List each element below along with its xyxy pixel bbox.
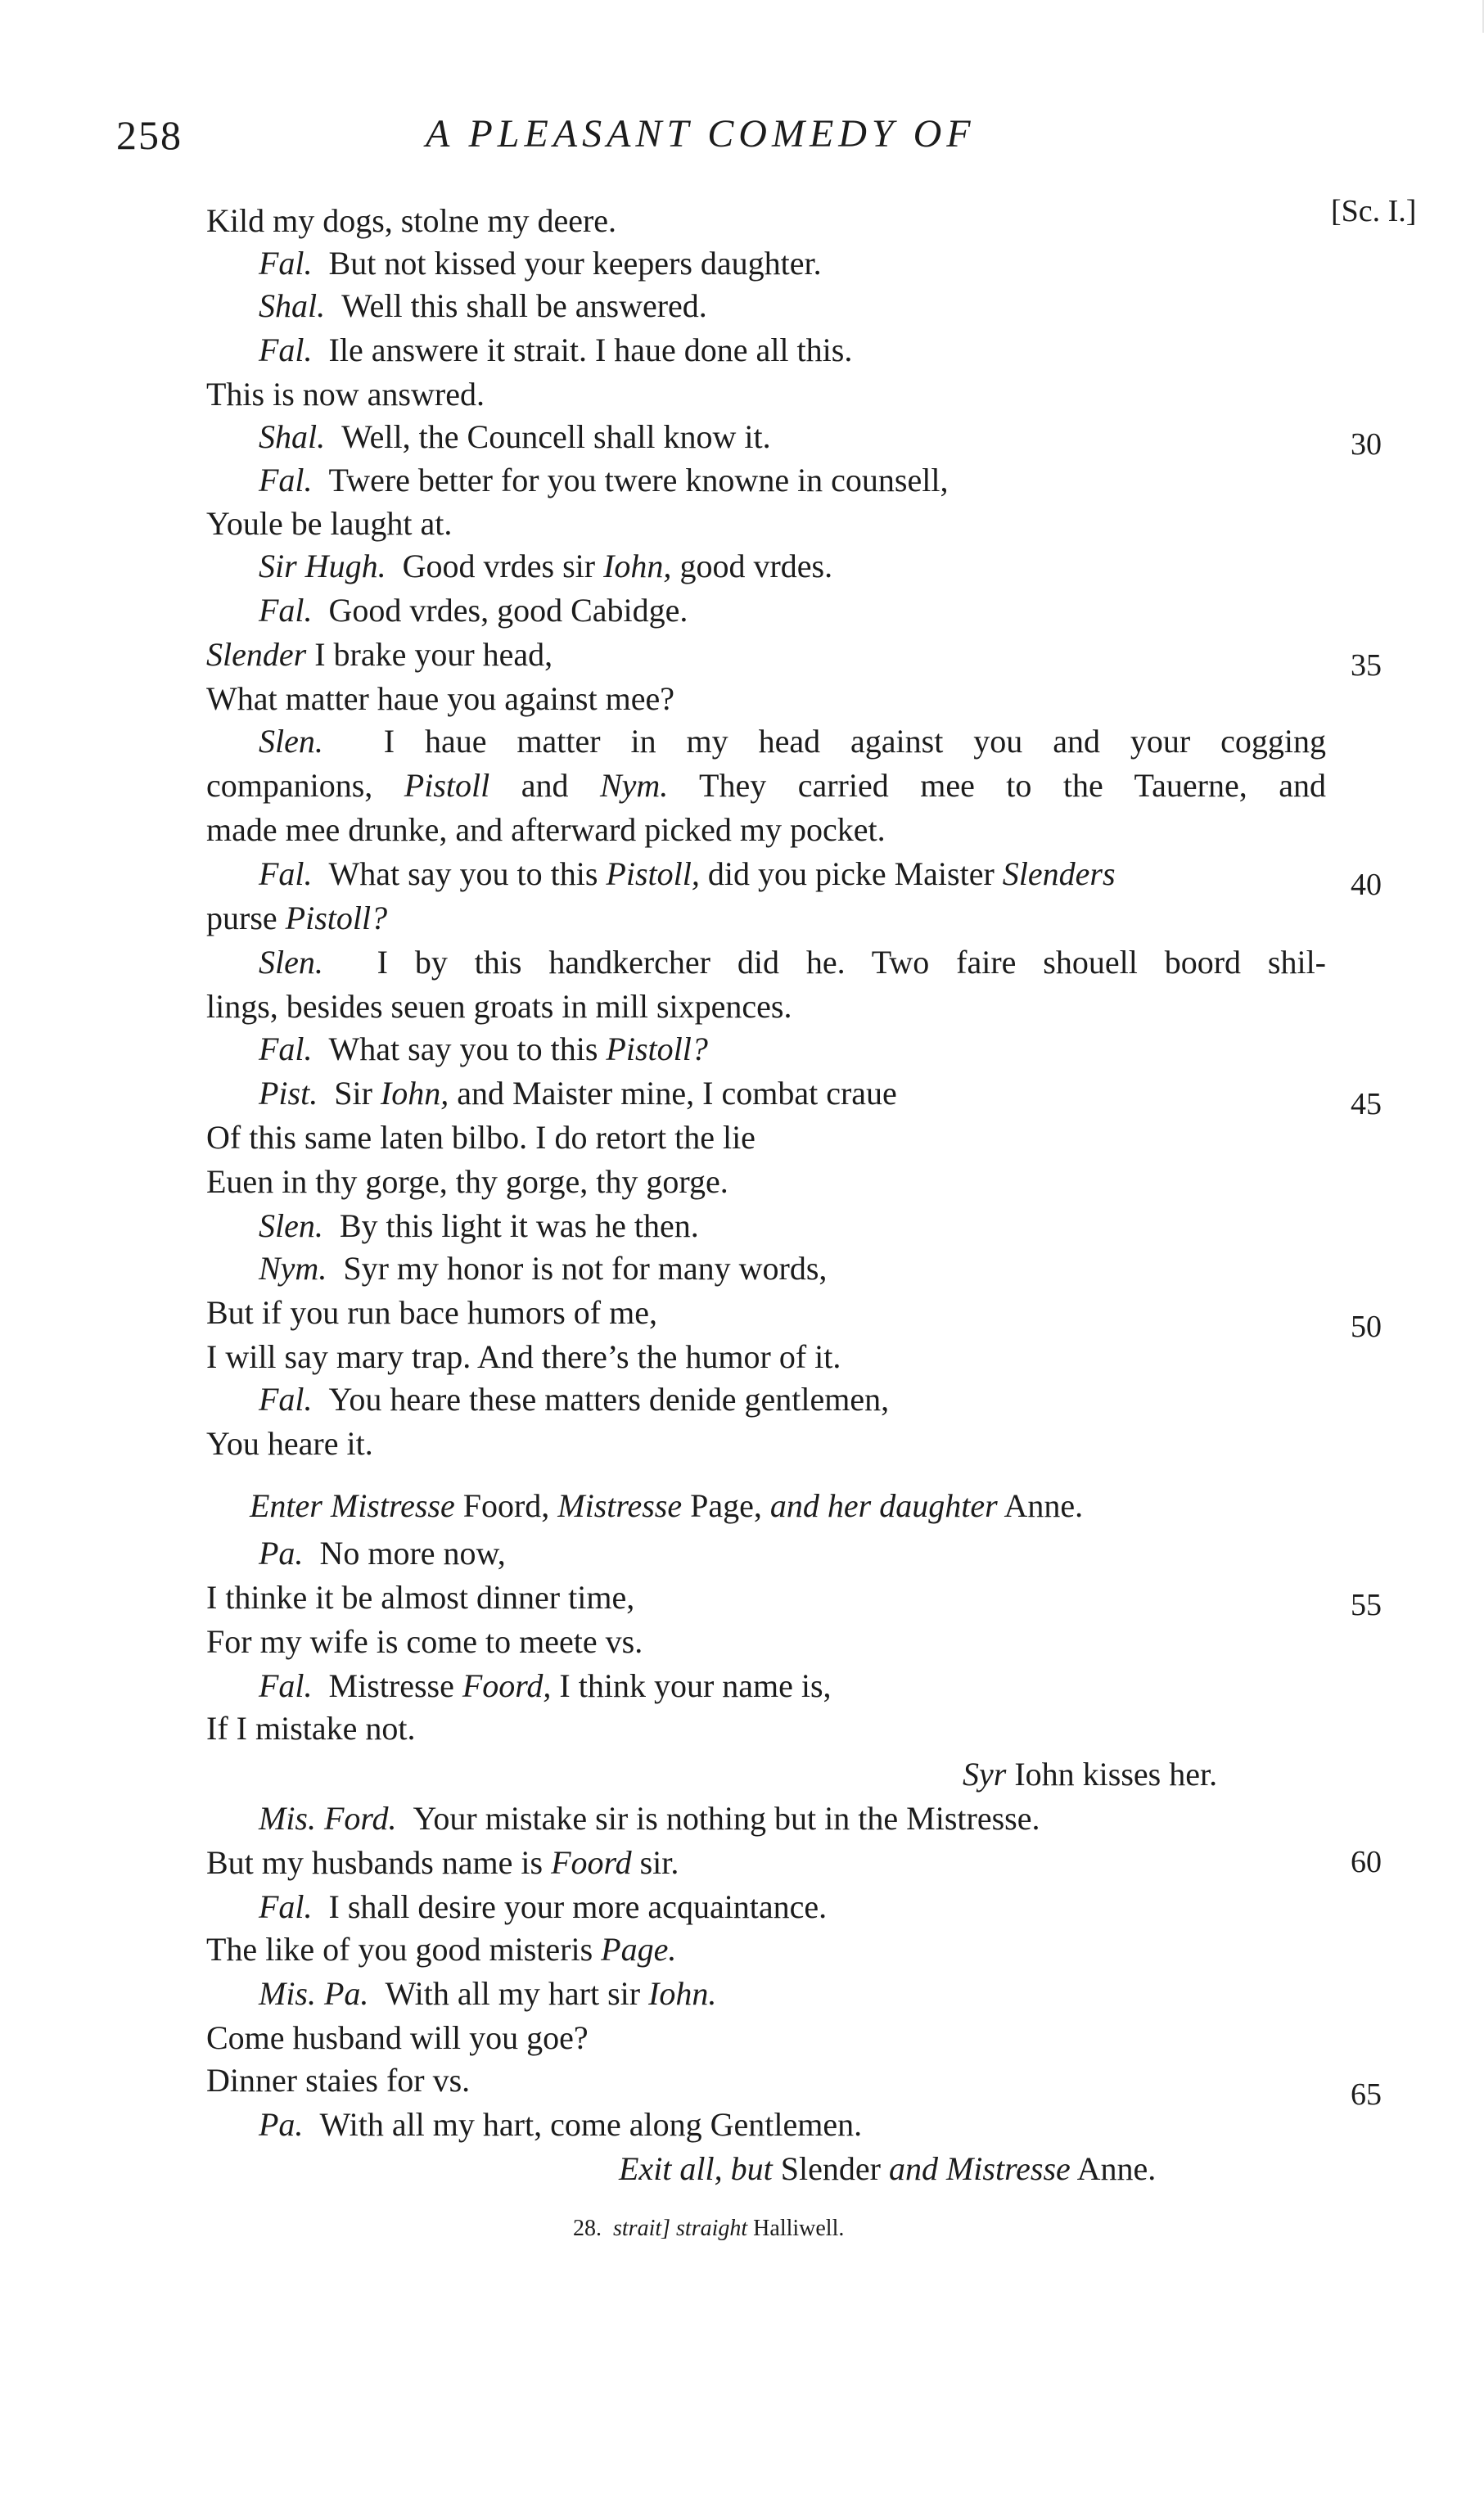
line-text: I think your name is,: [551, 1667, 832, 1704]
text-line: [206, 1338, 841, 1375]
name: Foord,: [462, 1667, 552, 1704]
text-line: [259, 287, 707, 324]
line-number: 50: [1351, 1310, 1382, 1344]
line-number: 60: [1351, 1845, 1382, 1879]
line-text: For my wife is come to meete vs.: [206, 1623, 643, 1660]
line-text: sir.: [631, 1844, 679, 1881]
name: Foord,: [454, 1487, 558, 1524]
line-text: You heare these matters denide gentlemen,: [328, 1381, 890, 1418]
name: Page.: [601, 1931, 677, 1968]
text-line: [206, 202, 617, 239]
speaker: Fal.: [259, 331, 313, 368]
text-line: [259, 1077, 897, 1110]
speaker: Slender: [206, 636, 307, 673]
line-text: This is now answred.: [206, 376, 485, 413]
text-line: [206, 811, 886, 848]
speaker: Fal.: [259, 1031, 313, 1067]
speaker: Slen.: [259, 723, 323, 760]
speaker: Pa.: [259, 2106, 304, 2143]
line-text: The like of you good misteris: [206, 1931, 602, 1968]
text-line: [206, 1427, 373, 1460]
stage-direction: [619, 2150, 1157, 2187]
text-line: [259, 1975, 717, 2012]
stage-direction-text: Mistresse: [557, 1487, 683, 1524]
footnote-lemma: strait]: [613, 2216, 671, 2241]
line-number: 35: [1351, 648, 1382, 683]
line-number: 45: [1351, 1087, 1382, 1121]
speaker: Mis. Ford.: [259, 1800, 397, 1837]
line-text: Well, the Councell shall know it.: [341, 418, 771, 455]
name: Iohn kisses her.: [1006, 1756, 1218, 1793]
text-line: [259, 855, 1116, 892]
line-text: Good vrdes sir: [402, 548, 604, 584]
text-line: [259, 594, 688, 627]
speaker: Shal.: [259, 418, 326, 455]
footnote-source: Halliwell.: [753, 2216, 845, 2241]
text-line: [206, 638, 553, 671]
speaker: Shal.: [259, 287, 326, 324]
speaker: Fal.: [259, 245, 313, 282]
text-line: [259, 2108, 862, 2141]
line-text: Your mistake sir is nothing but in the Mistresse.: [413, 1800, 1040, 1837]
name: Anne.: [997, 1487, 1084, 1524]
line-text: and: [489, 767, 600, 804]
line-text: Ile answere it strait. I haue done all this.: [328, 331, 853, 368]
text-line: [206, 1623, 643, 1660]
line-text: Syr my honor is not for many words,: [343, 1250, 828, 1287]
line-text: I haue matter in my head against you and your cogging: [383, 723, 1326, 760]
speaker: Nym.: [259, 1250, 327, 1287]
line-text: With all my hart sir: [385, 1975, 649, 2012]
text-line: [206, 990, 792, 1023]
stage-direction-text: and Mistresse: [888, 2150, 1071, 2187]
text-line: [259, 1252, 827, 1285]
line-text: purse: [206, 900, 286, 936]
name: Pistoll: [404, 767, 490, 804]
line-number: 55: [1351, 1588, 1382, 1622]
running-title: A PLEASANT COMEDY OF: [426, 112, 976, 156]
line-text: I brake your head,: [306, 636, 553, 673]
speaker: Fal.: [259, 855, 313, 892]
stage-direction-text: and her daughter: [769, 1487, 998, 1524]
line-text: lings, besides seuen groats in mill sixpences.: [206, 988, 792, 1025]
name: Iohn,: [380, 1075, 449, 1112]
line-text: Mistresse: [328, 1667, 462, 1704]
speaker: Fal.: [259, 1667, 313, 1704]
line-number: 30: [1351, 427, 1382, 462]
line-text: Youle be laught at.: [206, 505, 453, 542]
text-line: [259, 1667, 832, 1704]
speaker: Pist.: [259, 1075, 318, 1112]
line-text: Kild my dogs, stolne my deere.: [206, 202, 617, 239]
text-line: [206, 1121, 756, 1154]
stage-direction-text: Exit all, but: [619, 2150, 773, 2187]
text-line: [206, 378, 485, 411]
text-line: [259, 1888, 828, 1925]
text-line: [206, 2064, 470, 2097]
text-line: [259, 725, 1326, 758]
line-text: I will say mary trap. And there’s the humor of it.: [206, 1338, 841, 1375]
text-line: [259, 1383, 889, 1416]
line-text: What say you to this: [328, 1031, 607, 1067]
line-text: good vrdes.: [671, 548, 833, 584]
page-number: 258: [116, 112, 183, 158]
line-text: With all my hart, come along Gentlemen.: [319, 2106, 863, 2143]
name: Nym.: [599, 767, 669, 804]
text-line: [259, 550, 832, 583]
name: Pistoll?: [606, 1031, 708, 1067]
line-text: made mee drunke, and afterward picked my pocket.: [206, 811, 886, 848]
text-line: [259, 331, 853, 368]
line-text: Dinner staies for vs.: [206, 2062, 471, 2099]
stage-direction-text: Syr: [963, 1756, 1007, 1793]
line-text: But not kissed your keepers daughter.: [328, 245, 822, 282]
footnote-reading: straight: [676, 2216, 748, 2241]
line-text: and Maister mine, I combat craue: [449, 1075, 897, 1112]
text-line: [206, 1712, 416, 1745]
speaker: Fal.: [259, 592, 313, 629]
speaker: Fal.: [259, 1381, 313, 1418]
line-text: Sir: [334, 1075, 381, 1112]
line-text: No more now,: [319, 1535, 506, 1572]
text-line: [206, 1163, 728, 1200]
text-line: [206, 507, 452, 540]
text-line: [259, 464, 948, 497]
text-line: [206, 1844, 679, 1881]
speaker: Slen.: [259, 944, 323, 981]
line-text: What say you to this: [328, 855, 607, 892]
line-text: But my husbands name is: [206, 1844, 552, 1881]
line-text: Of this same laten bilbo. I do retort the lie: [206, 1119, 756, 1156]
text-line: [206, 1933, 676, 1966]
name: Anne.: [1070, 2150, 1157, 2187]
speaker: Mis. Pa.: [259, 1975, 369, 2012]
text-line: [206, 769, 1326, 802]
text-line: [206, 2019, 589, 2056]
line-text: You heare it.: [206, 1425, 373, 1462]
name: Slender: [772, 2150, 889, 2187]
line-text: Well this shall be answered.: [341, 287, 707, 324]
line-text: did you picke Maister: [699, 855, 1003, 892]
line-text: I shall desire your more acquaintance.: [328, 1888, 828, 1925]
stage-direction: [963, 1758, 1217, 1791]
speaker: Fal.: [259, 462, 313, 498]
text-line: [206, 680, 674, 717]
text-line: [206, 1294, 657, 1331]
text-line: [259, 1802, 1040, 1835]
line-text: companions,: [206, 767, 404, 804]
footnote-number: 28.: [573, 2216, 602, 2241]
speaker: Slen.: [259, 1207, 323, 1244]
line-text: I thinke it be almost dinner time,: [206, 1579, 635, 1616]
text-line: [259, 1033, 708, 1066]
speaker: Fal.: [259, 1888, 313, 1925]
line-text: What matter haue you against mee?: [206, 680, 674, 717]
speaker: Sir Hugh.: [259, 548, 386, 584]
text-line: [259, 1207, 699, 1244]
line-text: Twere better for you twere knowne in counsell,: [328, 462, 949, 498]
line-text: By this light it was he then.: [339, 1207, 699, 1244]
name: Foord: [551, 1844, 632, 1881]
stage-direction-text: Enter Mistresse: [250, 1487, 455, 1524]
name: Page,: [682, 1487, 770, 1524]
line-text: Come husband will you goe?: [206, 2019, 589, 2056]
footnote: [573, 2216, 844, 2242]
text-line: [259, 247, 822, 280]
line-text: I by this handkercher did he. Two faire shouell boord shil-: [377, 944, 1327, 981]
name: Pistoll,: [606, 855, 700, 892]
name: Slenders: [1002, 855, 1116, 892]
line-text: Good vrdes, good Cabidge.: [328, 592, 688, 629]
line-number: 65: [1351, 2077, 1382, 2112]
name: Pistoll?: [285, 900, 388, 936]
stage-direction: [250, 1487, 1084, 1524]
text-line: [259, 1537, 506, 1570]
name: Iohn.: [648, 1975, 717, 2012]
name: Iohn,: [603, 548, 672, 584]
text-line: [259, 946, 1326, 979]
speaker: Pa.: [259, 1535, 304, 1572]
line-text: But if you run bace humors of me,: [206, 1294, 657, 1331]
line-text: Euen in thy gorge, thy gorge, thy gorge.: [206, 1163, 728, 1200]
line-number: 40: [1351, 868, 1382, 902]
text-line: [206, 902, 387, 935]
scene-reference: [Sc. I.]: [1331, 194, 1417, 228]
text-line: [206, 1581, 634, 1614]
text-line: [259, 418, 771, 455]
line-text: They carried mee to the Tauerne, and: [668, 767, 1326, 804]
line-text: If I mistake not.: [206, 1710, 416, 1747]
